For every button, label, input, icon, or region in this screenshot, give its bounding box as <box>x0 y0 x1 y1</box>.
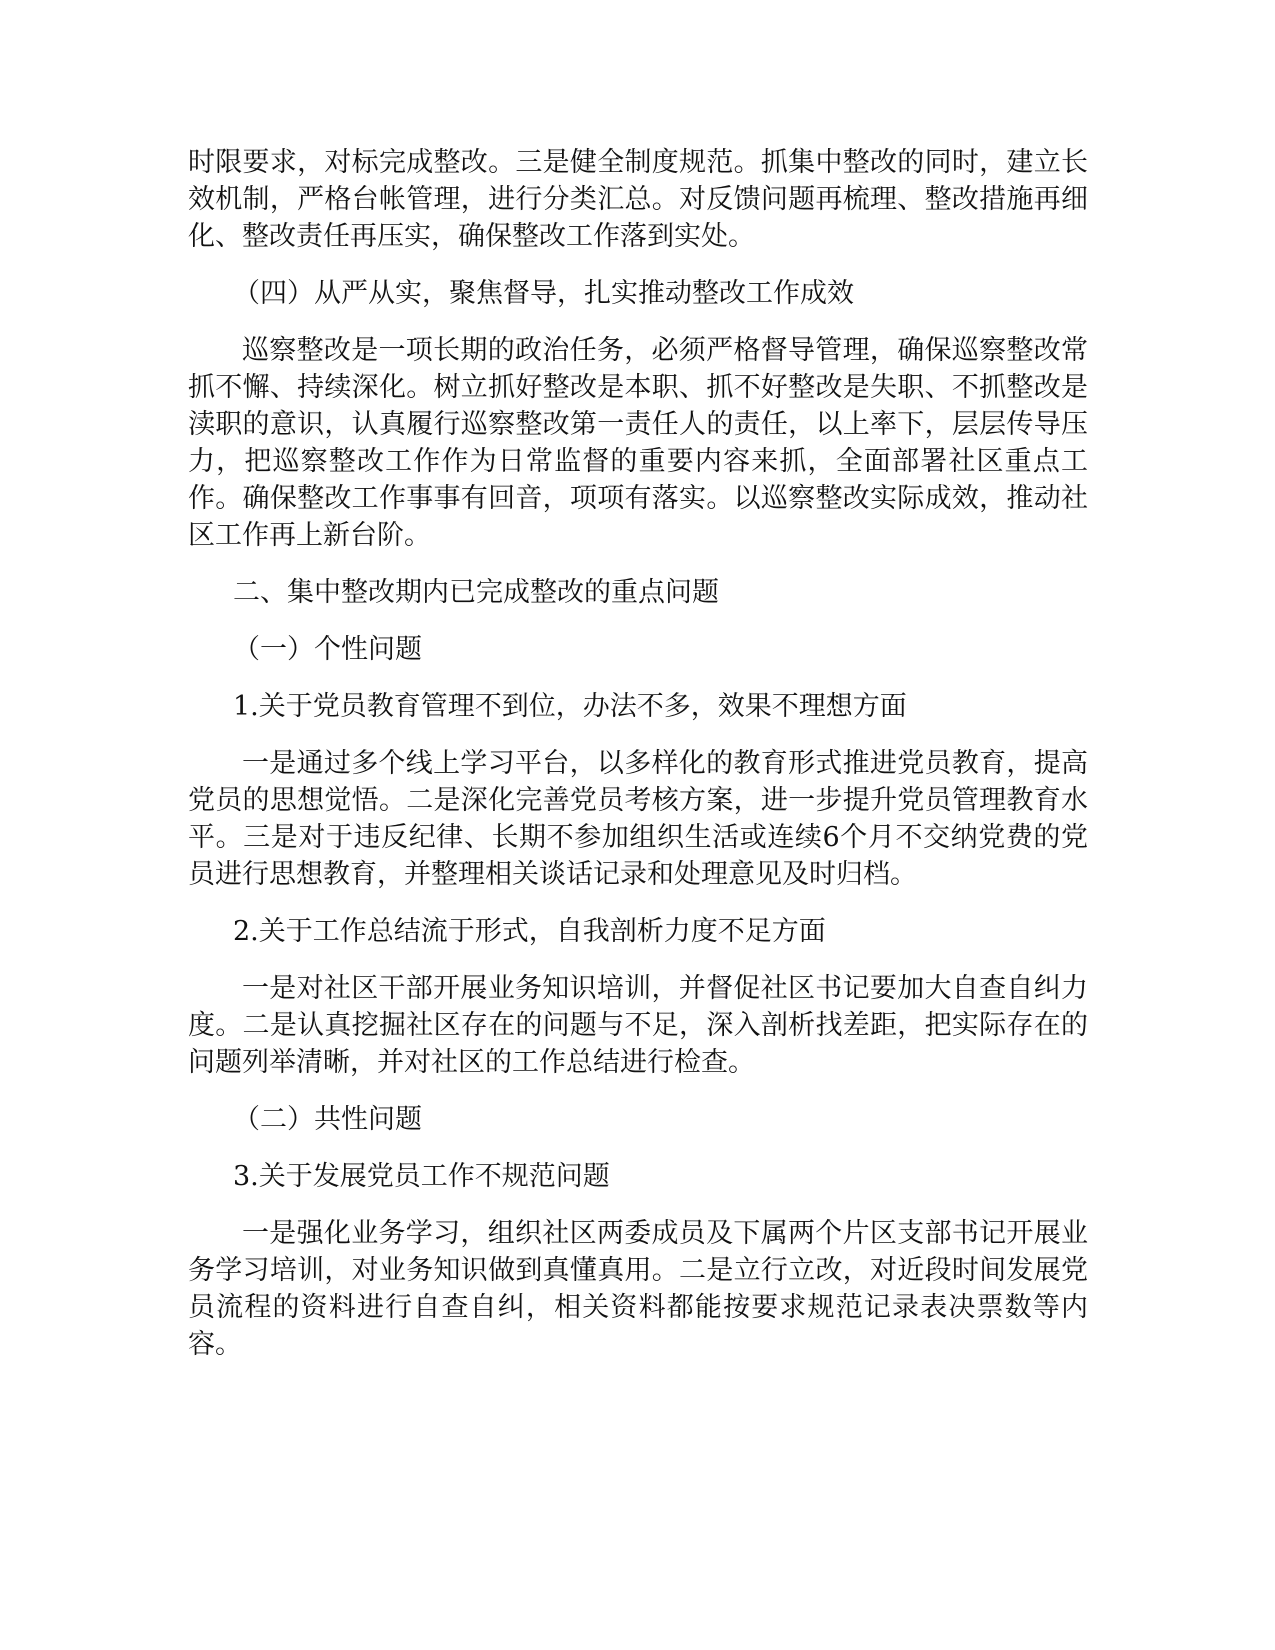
heading-supervision: （四）从严从实，聚焦督导，扎实推动整改工作成效 <box>233 278 854 309</box>
paragraph-rectification-requirements: 时限要求，对标完成整改。三是健全制度规范。抓集中整改的同时，建立长效机制，严格台帐管理，进行分类汇总。对反馈问题再梳理、整改措施再细化、整改责任再压实，确保整改工作落到实处。 <box>188 147 1088 252</box>
heading-item-2: 2.关于工作总结流于形式，自我剖析力度不足方面 <box>233 916 826 947</box>
document-page <box>188 144 1088 1383</box>
heading-common-issues: （二）共性问题 <box>233 1104 422 1135</box>
paragraph-party-education: 一是通过多个线上学习平台，以多样化的教育形式推进党员教育，提高党员的思想觉悟。二是深化完善党员考核方案，进一步提升党员管理教育水平。三是对于违反纪律、长期不参加组织生活或连续6个月不交纳党费的党员进行思想教育，并整理相关谈话记录和处理意见及时归档。 <box>188 748 1088 890</box>
heading-individual-issues: （一）个性问题 <box>233 634 422 665</box>
paragraph-member-development: 一是强化业务学习，组织社区两委成员及下属两个片区支部书记开展业务学习培训，对业务知识做到真懂真用。二是立行立改，对近段时间发展党员流程的资料进行自查自纠，相关资料都能按要求规范记录表决票数等内容。 <box>188 1218 1088 1360</box>
paragraph-inspection-rectification: 巡察整改是一项长期的政治任务，必须严格督导管理，确保巡察整改常抓不懈、持续深化。树立抓好整改是本职、抓不好整改是失职、不抓整改是渎职的意识，认真履行巡察整改第一责任人的责任，以上率下，层层传导压力，把巡察整改工作作为日常监督的重要内容来抓，全面部署社区重点工作。确保整改工作事事有回音，项项有落实。以巡察整改实际成效，推动社区工作再上新台阶。 <box>188 335 1088 551</box>
heading-item-1: 1.关于党员教育管理不到位，办法不多，效果不理想方面 <box>233 691 907 722</box>
heading-key-issues: 二、集中整改期内已完成整改的重点问题 <box>233 577 719 608</box>
paragraph-work-summary: 一是对社区干部开展业务知识培训，并督促社区书记要加大自查自纠力度。二是认真挖掘社区存在的问题与不足，深入剖析找差距，把实际存在的问题列举清晰，并对社区的工作总结进行检查。 <box>188 973 1088 1078</box>
heading-item-3: 3.关于发展党员工作不规范问题 <box>233 1161 610 1192</box>
